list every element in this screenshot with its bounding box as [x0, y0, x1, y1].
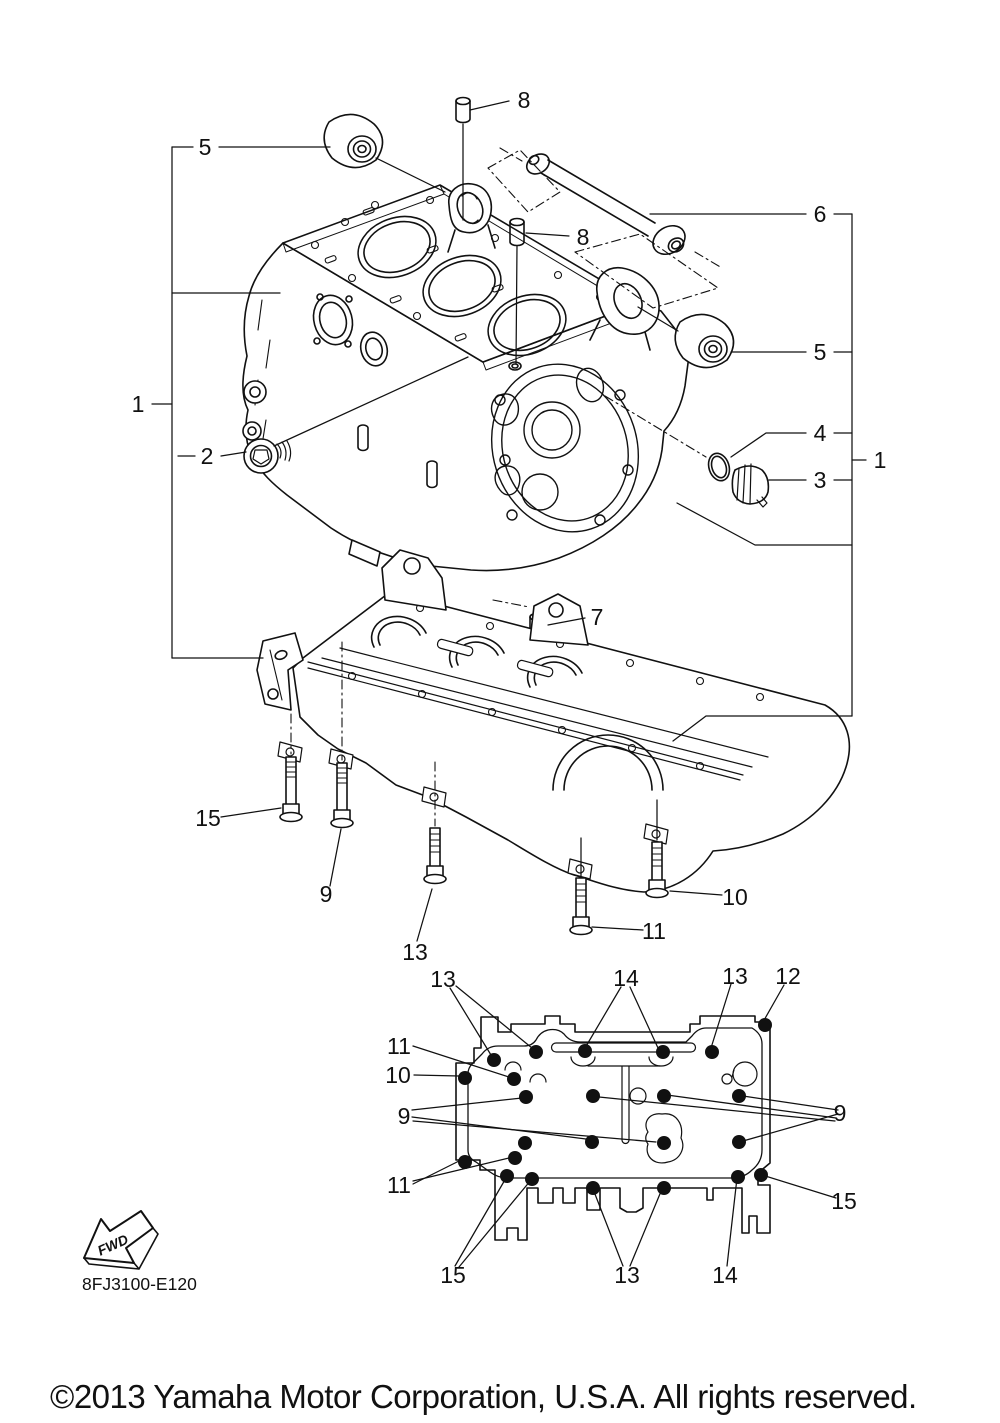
bolt-hole-dot: [519, 1090, 533, 1104]
leader-line: [376, 158, 445, 192]
leader-line: [670, 891, 722, 895]
leader-line: [330, 829, 341, 886]
leader-line: [593, 1189, 623, 1266]
callout-label-4: 4: [813, 420, 827, 446]
bolt-hole-dot: [586, 1181, 600, 1195]
leader-line: [413, 1160, 461, 1184]
bolt-hole-dot: [458, 1155, 472, 1169]
leader-line: [221, 452, 246, 456]
callout-label-13: 13: [722, 963, 748, 989]
callout-label-5: 5: [198, 134, 212, 160]
bolt-hole-dot: [657, 1089, 671, 1103]
bolt-hole-dot: [657, 1136, 671, 1150]
bolt-hole-dot: [586, 1089, 600, 1103]
plug-3: [732, 464, 768, 507]
bolt-hole-dot: [578, 1044, 592, 1058]
callout-label-7: 7: [590, 604, 604, 630]
bolt-hole-dot: [529, 1045, 543, 1059]
bolt-9: [331, 763, 353, 828]
bolt-13: [424, 828, 446, 884]
bushing-5-left: [324, 114, 382, 167]
callout-label-8: 8: [517, 87, 531, 113]
bolt-hole-dot: [507, 1072, 521, 1086]
bolt-hole-dot: [525, 1172, 539, 1186]
callout-label-6: 6: [813, 201, 827, 227]
bolt-hole-dot: [458, 1071, 472, 1085]
bolt-hole-dot: [656, 1045, 670, 1059]
callout-label-1: 1: [131, 391, 145, 417]
dowel-pin-8-top: [456, 98, 470, 123]
callout-label-9: 9: [833, 1100, 847, 1126]
callout-label-13: 13: [614, 1262, 640, 1288]
bushing-5-right: [675, 314, 733, 367]
bolt-hole-dot: [508, 1151, 522, 1165]
bolt-hole-dot: [731, 1170, 745, 1184]
leader-line: [414, 1075, 459, 1076]
leader-line: [677, 503, 852, 545]
bolt-11: [570, 878, 592, 935]
callout-label-15: 15: [195, 805, 221, 831]
callout-label-8: 8: [576, 224, 590, 250]
leader-line: [592, 927, 643, 930]
callout-label-14: 14: [712, 1262, 738, 1288]
callout-label-13: 13: [430, 966, 456, 992]
callout-label-11: 11: [387, 1033, 411, 1059]
leader-line: [762, 1175, 836, 1198]
bolt-hole-dot: [732, 1089, 746, 1103]
copyright-text: ©2013 Yamaha Motor Corporation, U.S.A. All rights reserved.: [50, 1378, 917, 1415]
callout-label-11: 11: [387, 1172, 411, 1198]
callout-label-3: 3: [813, 467, 827, 493]
leader-line: [727, 1178, 737, 1266]
bolt-hole-dot: [732, 1135, 746, 1149]
leader-line: [221, 808, 281, 817]
callout-label-1: 1: [873, 447, 887, 473]
callout-label-12: 12: [775, 963, 801, 989]
leader-line: [526, 233, 569, 236]
fwd-marker: [84, 1211, 158, 1269]
fwd-label: FWD: [94, 1231, 131, 1259]
guide-line: [493, 600, 529, 607]
callout-label-15: 15: [831, 1188, 857, 1214]
bolt-hole-dot: [518, 1136, 532, 1150]
leader-line: [470, 101, 509, 110]
callout-label-14: 14: [613, 965, 639, 991]
leader-line: [417, 889, 432, 941]
callout-label-9: 9: [397, 1103, 411, 1129]
bolt-hole-dot: [657, 1181, 671, 1195]
bolt-hole-dot: [754, 1168, 768, 1182]
lower-crankcase-drawing: [257, 550, 849, 935]
guide-line: [695, 252, 722, 268]
cylinder-block-drawing: [243, 184, 690, 571]
o-ring-4: [705, 451, 733, 484]
callout-label-9: 9: [319, 881, 333, 907]
leader-line: [763, 985, 784, 1022]
callout-label-13: 13: [402, 939, 428, 965]
bolt-15: [280, 757, 302, 822]
bolt-hole-dot: [705, 1045, 719, 1059]
callout-label-11: 11: [642, 918, 666, 944]
bolt-hole-dot: [585, 1135, 599, 1149]
bolt-hole-dot: [487, 1053, 501, 1067]
callout-label-10: 10: [385, 1062, 411, 1088]
callout-label-15: 15: [440, 1262, 466, 1288]
callout-label-10: 10: [722, 884, 748, 910]
callout-label-5: 5: [813, 339, 827, 365]
guide-line: [500, 148, 522, 161]
leader-line: [731, 433, 806, 457]
drawing-code: 8FJ3100-E120: [82, 1274, 197, 1294]
bolt-hole-dot: [758, 1018, 772, 1032]
bolt-hole-dot: [500, 1169, 514, 1183]
callout-label-2: 2: [200, 443, 214, 469]
